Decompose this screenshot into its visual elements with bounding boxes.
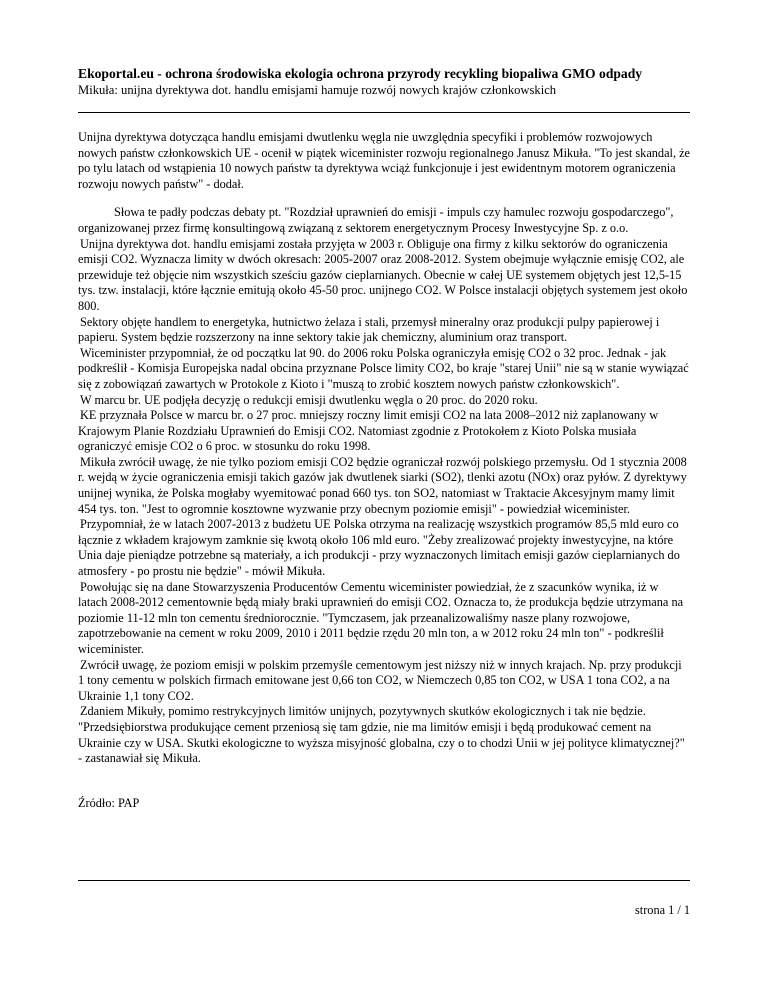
body-paragraph: Słowa te padły podczas debaty pt. "Rozdział uprawnień do emisji - impuls czy hamulec rozwoju gospodarczego", organizowanej przez firmę konsultingową związaną z sektorem energetycznym Procesy Inwestycyjne Sp. z o.o. — [78, 205, 674, 235]
body-paragraph: Mikuła zwrócił uwagę, że nie tylko poziom emisji CO2 będzie ograniczał rozwój polskiego przemysłu. Od 1 stycznia 2008 r. wejdą w życie ograniczenia emisji takich gazów jak dwutlenek siarki (SO2), tlenki azotu (NOx) oraz pyłów. Z dyrektywy unijnej wynika, że Polska mogłaby wyemitować ponad 660 tys. ton SO2, natomiast w Traktacie Akcesyjnym mamy limit 454 tys. ton. "Jest to ogromnie kosztowne wyzwanie przy obecnym poziomie emisji" - powiedział wiceminister. — [78, 454, 687, 516]
body-paragraph: Unijna dyrektywa dot. handlu emisjami została przyjęta w 2003 r. Obliguje ona firmy z kilku sektorów do ograniczenia emisji CO2. Wyznacza limity w dwóch okresach: 2005-2007 oraz 2008-2012. System obejmuje wyłącznie emisję CO2, ale przewiduje też objęcie nim wszystkich sześciu gazów cieplarnianych. Obecnie w całej UE systemem objętych jest 12,5-15 tys. tzw. instalacji, które łącznie emitują około 45-50 proc. unijnego CO2. W Polsce instalacji objętych systemem jest około 800. — [78, 236, 688, 313]
body-paragraph: W marcu br. UE podjęła decyzję o redukcji emisji dwutlenku węgla o 20 proc. do 2020 roku. — [80, 392, 538, 407]
body-paragraph: Przypomniał, że w latach 2007-2013 z budżetu UE Polska otrzyma na realizację wszystkich programów 85,5 mld euro co łącznie z wkładem krajowym zamknie się kwotą około 106 mld euro. "Żeby zrealizować projekty inwestycyjne, na które Unia daje pieniądze potrzebne są materiały, a ich produkcji - przy wyznaczonych limitach emisji gazów cieplarnianych do atmosfery - po prostu nie będzie" - mówił Mikuła. — [78, 517, 680, 579]
article-body — [78, 130, 690, 767]
lead-paragraph: Unijna dyrektywa dotycząca handlu emisjami dwutlenku węgla nie uwzględnia specyfiki i problemów rozwojowych nowych państw członkowskich UE - ocenił w piątek wiceminister rozwoju regionalnego Janusz Mikuła. "To jest skandal, że po tylu latach od wstąpienia 10 nowych państw ta dyrektywa wciąż funkcjonuje i jest ewidentnym motorem ograniczenia rozwoju nowych państw" - dodał. — [78, 130, 691, 191]
body-paragraph: Zwrócił uwagę, że poziom emisji w polskim przemyśle cementowym jest niższy niż w innych krajach. Np. przy produkcji 1 tony cementu w polskich firmach emitowane jest 0,66 ton CO2, w Niemczech 0,85 ton CO2, w USA 1 tona CO2, a na Ukrainie 1,1 tony CO2. — [78, 657, 682, 703]
body-paragraph: Sektory objęte handlem to energetyka, hutnictwo żelaza i stali, przemysł mineralny oraz produkcji pulpy papierowej i papieru. System będzie rozszerzony na inne sektory takie jak chemiczny, aluminium oraz transport. — [78, 314, 660, 345]
top-divider — [78, 112, 690, 113]
article-headline: Mikuła: unijna dyrektywa dot. handlu emisjami hamuje rozwój nowych krajów członkowskich — [78, 83, 557, 97]
body-paragraph: KE przyznała Polsce w marcu br. o 27 proc. mniejszy roczny limit emisji CO2 na lata 2008–2012 niż zaplanowany w Krajowym Planie Rozdziału Uprawnień do Emisji CO2. Natomiast zgodnie z Protokołem z Kioto Polska musiała ograniczyć emisje CO2 o 6 proc. w stosunku do roku 1998. — [78, 408, 659, 454]
body-paragraph: Wiceminister przypomniał, że od początku lat 90. do 2006 roku Polska ograniczyła emisję CO2 o 32 proc. Jednak - jak podkreślił - Komisja Europejska nadal obcina przyznane Polsce limity CO2, bo kraje "starej Unii" nie są w stanie wywiązać się z zobowiązań zawartych w Protokole z Kioto i "muszą to zrobić kosztem nowych państw członkowskich". — [78, 345, 689, 391]
source-credit: Źródło: PAP — [78, 796, 140, 810]
page-number: strona 1 / 1 — [635, 903, 690, 917]
bottom-divider — [78, 880, 690, 881]
body-paragraph: Zdaniem Mikuły, pomimo restrykcyjnych limitów unijnych, pozytywnych skutków ekologicznych i tak nie będzie. "Przedsiębiorstwa produkujące cement przeniosą się tam gdzie, nie ma limitów emisji i będą produkować cement na Ukrainie czy w USA. Skutki ekologiczne to wyższa misyjność globalna, czy o to chodzi Unii w jej polityce klimatycznej?" - zastanawiał się Mikuła. — [78, 704, 685, 766]
site-title: Ekoportal.eu - ochrona środowiska ekologia ochrona przyrody recykling biopaliwa GMO odpady — [78, 66, 643, 81]
body-paragraph: Powołując się na dane Stowarzyszenia Producentów Cementu wiceminister powiedział, że z szacunków wynika, iż w latach 2008-2012 cementownie będą miały braki uprawnień do emisji CO2. Oznacza to, że produkcja będzie utrzymana na poziomie 11-12 mln ton cementu średniorocznie. "Tymczasem, jak przeanalizowaliśmy nasze plany rozwojowe, zapotrzebowanie na cement w roku 2009, 2010 i 2011 będzie rzędu 20 mln ton, a w 2012 roku 24 mln ton" - podkreślił wiceminister. — [78, 579, 684, 656]
